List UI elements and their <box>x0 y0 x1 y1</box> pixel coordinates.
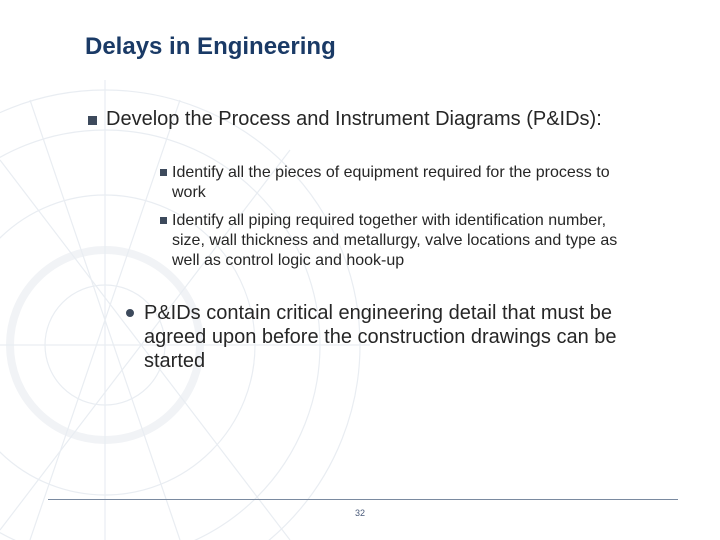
square-bullet-icon <box>160 169 167 176</box>
bullet-main-text: Develop the Process and Instrument Diagrams (P&IDs): <box>106 108 602 130</box>
page-number: 32 <box>354 508 365 518</box>
square-bullet-icon <box>160 217 167 224</box>
sub-bullet-equipment <box>160 163 640 203</box>
sub-bullet-piping <box>160 211 640 271</box>
sub-bullet-piping-text: Identify all piping required together with identification number, size, wall thickness and metallurgy, valve locations and type as well as control logic and hook-up <box>172 212 618 269</box>
bullet-pids-text: P&IDs contain critical engineering detail that must be agreed upon before the construction drawings can be started <box>144 302 617 372</box>
square-bullet-icon <box>88 116 97 125</box>
slide-title: Delays in Engineering <box>85 33 336 60</box>
round-bullet-icon <box>126 309 134 317</box>
sub-bullet-equipment-text: Identify all the pieces of equipment required for the process to work <box>172 164 610 201</box>
bullet-pids <box>126 301 646 373</box>
bullet-main <box>88 107 628 131</box>
footer-divider <box>48 499 678 500</box>
